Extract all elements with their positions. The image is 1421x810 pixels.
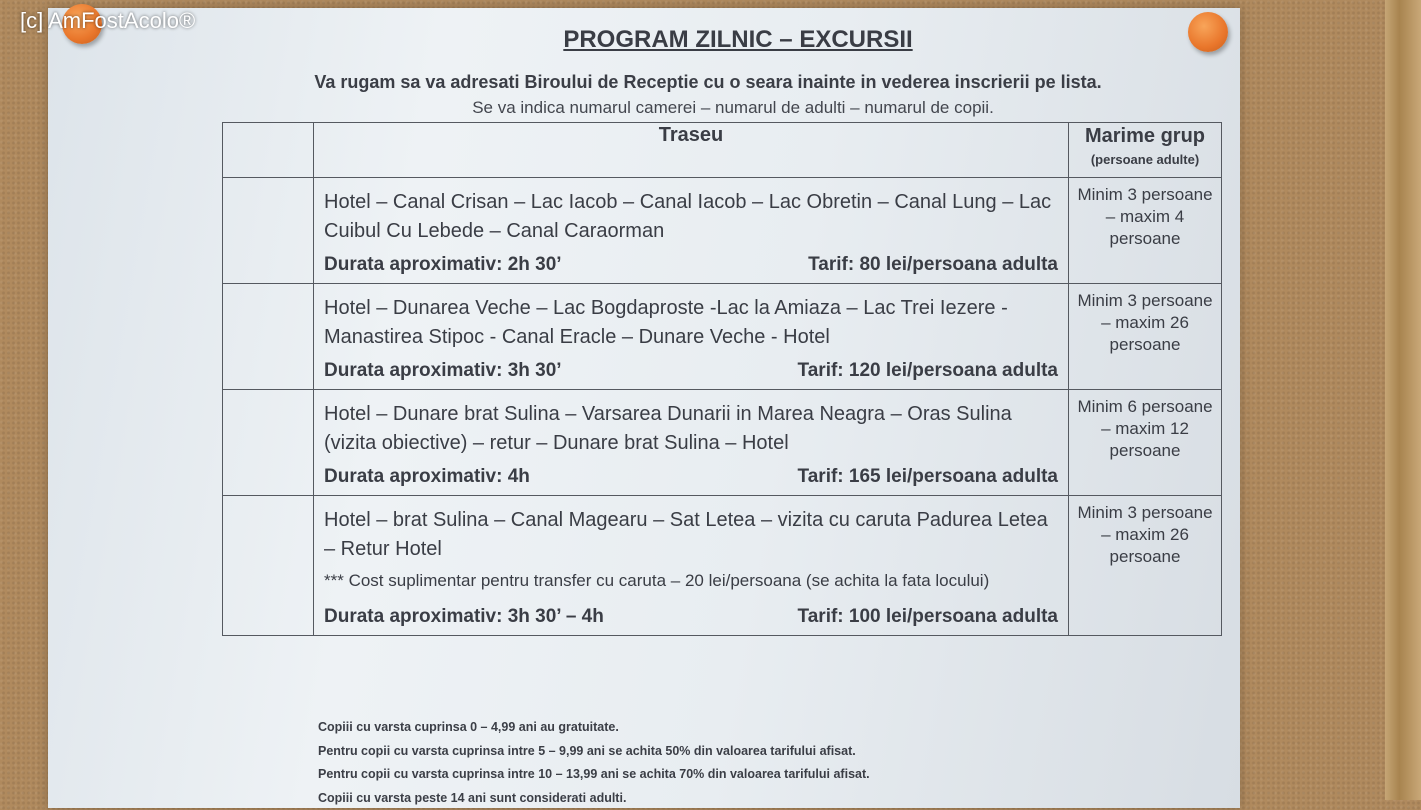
duration: Durata aproximativ: 2h 30’ (324, 250, 562, 279)
group-size: Minim 3 persoane – maxim 4 persoane (1069, 178, 1222, 284)
table-row (223, 178, 1222, 284)
route-meta (324, 462, 1058, 491)
group-size: Minim 6 persoane – maxim 12 persoane (1069, 390, 1222, 496)
wood-frame (1385, 0, 1421, 800)
row-blank-cell (223, 390, 314, 496)
footer-line: Copiii cu varsta peste 14 ani sunt considerati adulti. (318, 787, 870, 810)
header-route: Traseu (314, 123, 1069, 178)
price: Tarif: 80 lei/persoana adulta (808, 250, 1058, 279)
page-title: PROGRAM ZILNIC – EXCURSII (48, 26, 1421, 54)
header-size-sub: (persoane adulte) (1070, 148, 1220, 172)
table-row (223, 284, 1222, 390)
footer-line: Copiii cu varsta cuprinsa 0 – 4,99 ani au gratuitate. (318, 716, 870, 740)
duration: Durata aproximativ: 3h 30’ (324, 356, 562, 385)
route-cell (314, 390, 1069, 496)
route-note: *** Cost suplimentar pentru transfer cu caruta – 20 lei/persoana (se achita la fata locului) (324, 564, 1058, 598)
header-size (1069, 123, 1222, 178)
intro-line-1: Va rugam sa va adresati Biroului de Receptie cu o seara inainte in vederea inscrierii pe lista. (48, 72, 1368, 93)
route-text: Hotel – Dunare brat Sulina – Varsarea Dunarii in Marea Neagra – Oras Sulina (vizita obiective) – retur – Dunare brat Sulina – Hotel (324, 400, 1058, 458)
excursion-table (222, 122, 1222, 636)
pushpin-right (1188, 12, 1228, 52)
route-meta (324, 356, 1058, 385)
table-row (223, 496, 1222, 636)
table-row (223, 390, 1222, 496)
route-cell (314, 178, 1069, 284)
price: Tarif: 100 lei/persoana adulta (798, 602, 1058, 631)
footer-line: Pentru copii cu varsta cuprinsa intre 5 – 9,99 ani se achita 50% din valoarea tarifului afisat. (318, 740, 870, 764)
footer-line: Pentru copii cu varsta cuprinsa intre 10 – 13,99 ani se achita 70% din valoarea tarifului afisat. (318, 763, 870, 787)
notice-paper (48, 8, 1240, 808)
route-text: Hotel – Dunarea Veche – Lac Bogdaproste -Lac la Amiaza – Lac Trei Iezere - Manastirea Stipoc - Canal Eracle – Dunare Veche - Hotel (324, 294, 1058, 352)
duration: Durata aproximativ: 3h 30’ – 4h (324, 602, 604, 631)
header-blank-cell (223, 123, 314, 178)
price: Tarif: 120 lei/persoana adulta (798, 356, 1058, 385)
header-size-label: Marime grup (1070, 124, 1220, 148)
route-text: Hotel – Canal Crisan – Lac Iacob – Canal Iacob – Lac Obretin – Canal Lung – Lac Cuibul Cu Lebede – Canal Caraorman (324, 188, 1058, 246)
route-cell (314, 496, 1069, 636)
row-blank-cell (223, 284, 314, 390)
group-size: Minim 3 persoane – maxim 26 persoane (1069, 496, 1222, 636)
route-text: Hotel – brat Sulina – Canal Magearu – Sat Letea – vizita cu caruta Padurea Letea – Retur Hotel (324, 506, 1058, 564)
route-meta (324, 602, 1058, 631)
group-size: Minim 3 persoane – maxim 26 persoane (1069, 284, 1222, 390)
row-blank-cell (223, 178, 314, 284)
route-meta (324, 250, 1058, 279)
route-cell (314, 284, 1069, 390)
price: Tarif: 165 lei/persoana adulta (798, 462, 1058, 491)
intro-line-2: Se va indica numarul camerei – numarul de adulti – numarul de copii. (48, 98, 1418, 118)
watermark: [c] AmFostAcolo® (20, 8, 195, 34)
children-pricing-notes (318, 716, 870, 810)
row-blank-cell (223, 496, 314, 636)
table-header-row (223, 123, 1222, 178)
duration: Durata aproximativ: 4h (324, 462, 530, 491)
